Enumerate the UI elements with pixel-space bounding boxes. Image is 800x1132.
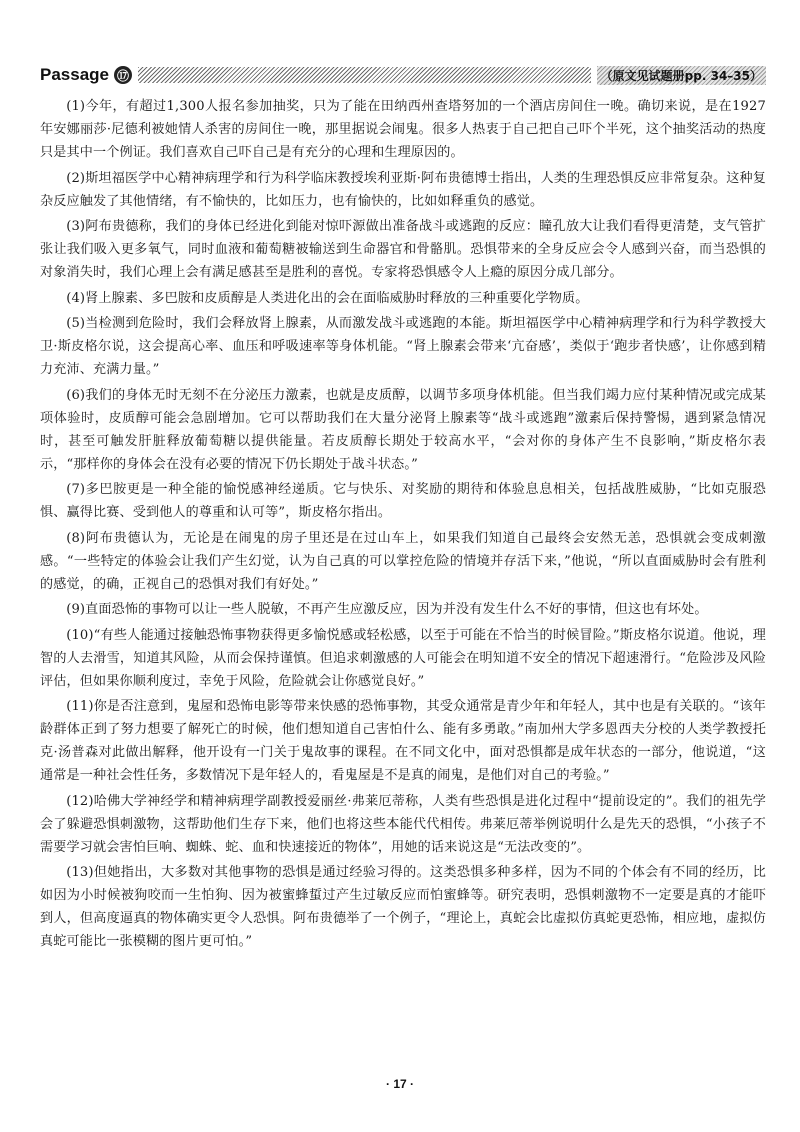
paragraph-12: (12)哈佛大学神经学和精神病理学副教授爱丽丝·弗莱厄蒂称，人类有些恐惧是进化过程中“提前设定的”。我们的祖先学会了躲避恐惧刺激物，这帮助他们生存下来，他们也将这些本能代代相传。弗莱厄蒂举例说明什么是先天的恐惧，“小孩子不需要学习就会害怕巨响、蜘蛛、蛇、血和快速接近的物体”，用她的话来说这是“无法改变的”。 — [40, 793, 766, 855]
passage-body — [40, 95, 766, 956]
passage-title — [40, 65, 132, 85]
page-number: · 17 · — [385, 1077, 414, 1091]
header-hatch-bar — [138, 67, 591, 83]
paragraph-13: (13)但她指出，大多数对其他事物的恐惧是通过经验习得的。这类恐惧多种多样，因为不同的个体会有不同的经历，比如因为小时候被狗咬而一生怕狗、因为被蜜蜂蜇过产生过敏反应而怕蜜蜂等。研究表明，恐惧刺激物不一定要是真的才能吓到人，但高度逼真的物体确实更令人恐惧。阿布贵德举了一个例子，“理论上，真蛇会比虚拟仿真蛇更恐怖，相应地，虚拟仿真蛇可能比一张模糊的图片更可怕。” — [40, 865, 766, 949]
paragraph-4: (4)肾上腺素、多巴胺和皮质醇是人类进化出的会在面临威胁时释放的三种重要化学物质。 — [66, 290, 589, 306]
paragraph-8: (8)阿布贵德认为，无论是在闹鬼的房子里还是在过山车上，如果我们知道自己最终会安然无恙，恐惧就会变成刺激感。“一些特定的体验会让我们产生幻觉，认为自己真的可以掌控危险的情境并存活下来，”他说，“所以直面威胁时会有胜利的感觉，的确，正视自己的恐惧对我们有好处。” — [40, 530, 766, 592]
paragraph-6: (6)我们的身体无时无刻不在分泌压力激素，也就是皮质醇，以调节多项身体机能。但当我们竭力应付某种情况或完成某项体验时，皮质醇可能会急剧增加。它可以帮助我们在大量分泌肾上腺素等“战斗或逃跑”激素后保持警惕，遇到紧急情况时，甚至可触发肝脏释放葡萄糖以提供能量。若皮质醇长期处于较高水平，“会对你的身体产生不良影响，”斯皮格尔表示，“那样你的身体会在没有必要的情况下仍长期处于战斗状态。” — [40, 387, 766, 472]
source-reference: （原文见试题册pp. 34–35） — [597, 66, 766, 85]
passage-header — [40, 64, 766, 86]
paragraph-3: (3)阿布贵德称，我们的身体已经进化到能对惊吓源做出准备战斗或逃跑的反应：瞳孔放大让我们看得更清楚，支气管扩张让我们吸入更多氧气，同时血液和葡萄糖被输送到生命器官和骨骼肌。恐惧带来的全身反应会令人感到兴奋，而当恐惧的对象消失时，我们心理上会有满足感甚至是胜利的喜悦。专家将恐惧感令人上瘾的原因分成几部分。 — [40, 219, 766, 280]
paragraph-11: (11)你是否注意到，鬼屋和恐怖电影等带来快感的恐怖事物，其受众通常是青少年和年轻人，其中也是有关联的。“该年龄群体正到了努力想要了解死亡的时候，他们想知道自己害怕什么、能有多勇敢。”南加州大学多恩西夫分校的人类学教授托克·汤普森对此做出解释，他开设有一门关于鬼故事的课程。在不同文化中，面对恐惧都是成年状态的一部分，他说道，“这通常是一种社会性任务，多数情况下是年轻人的，看鬼屋是不是真的闹鬼，是他们对自己的考验。” — [40, 699, 766, 783]
paragraph-9: (9)直面恐怖的事物可以让一些人脱敏，不再产生应激反应，因为并没有发生什么不好的事情，但这也有坏处。 — [66, 602, 708, 617]
passage-number-badge: ⑰ — [114, 66, 132, 84]
paragraph-10: (10)“有些人能通过接触恐怖事物获得更多愉悦感或轻松感，以至于可能在不恰当的时候冒险。”斯皮格尔说道。他说，理智的人去滑雪，知道其风险，从而会保持谨慎。但追求刺激感的人可能会在明知道不安全的情况下超速滑行。“危险涉及风险评估，但如果你顺利度过，幸免于风险，危险就会让你感觉良好。” — [40, 627, 766, 689]
paragraph-2: (2)斯坦福医学中心精神病理学和行为科学临床教授埃利亚斯·阿布贵德博士指出，人类的生理恐惧反应非常复杂。这种复杂反应触发了其他情绪，有不愉快的，比如压力，也有愉快的，比如如释重负的感觉。 — [40, 170, 766, 209]
passage-label: Passage — [40, 65, 109, 84]
paragraph-1: (1)今年，有超过1,300人报名参加抽奖，只为了能在田纳西州查塔努加的一个酒店房间住一晚。确切来说，是在1927年安娜丽莎·尼德利被她情人杀害的房间住一晚，那里据说会闹鬼。很多人热衷于自己把自己吓个半死，这个抽奖活动的热度只是其中一个例证。我们喜欢自己吓自己是有充分的心理和生理原因的。 — [40, 99, 766, 160]
paragraph-5: (5)当检测到危险时，我们会释放肾上腺素，从而激发战斗或逃跑的本能。斯坦福医学中心精神病理学和行为科学教授大卫·斯皮格尔说，这会提高心率、血压和呼吸速率等身体机能。“肾上腺素会带来‘亢奋感’，类似于‘跑步者快感’，让你感到精力充沛、充满力量。” — [40, 316, 766, 377]
paragraph-7: (7)多巴胺更是一种全能的愉悦感神经递质。它与快乐、对奖励的期待和体验息息相关，包括战胜威胁，“比如克服恐惧、赢得比赛、受到他人的尊重和认可等”，斯皮格尔指出。 — [40, 482, 766, 520]
